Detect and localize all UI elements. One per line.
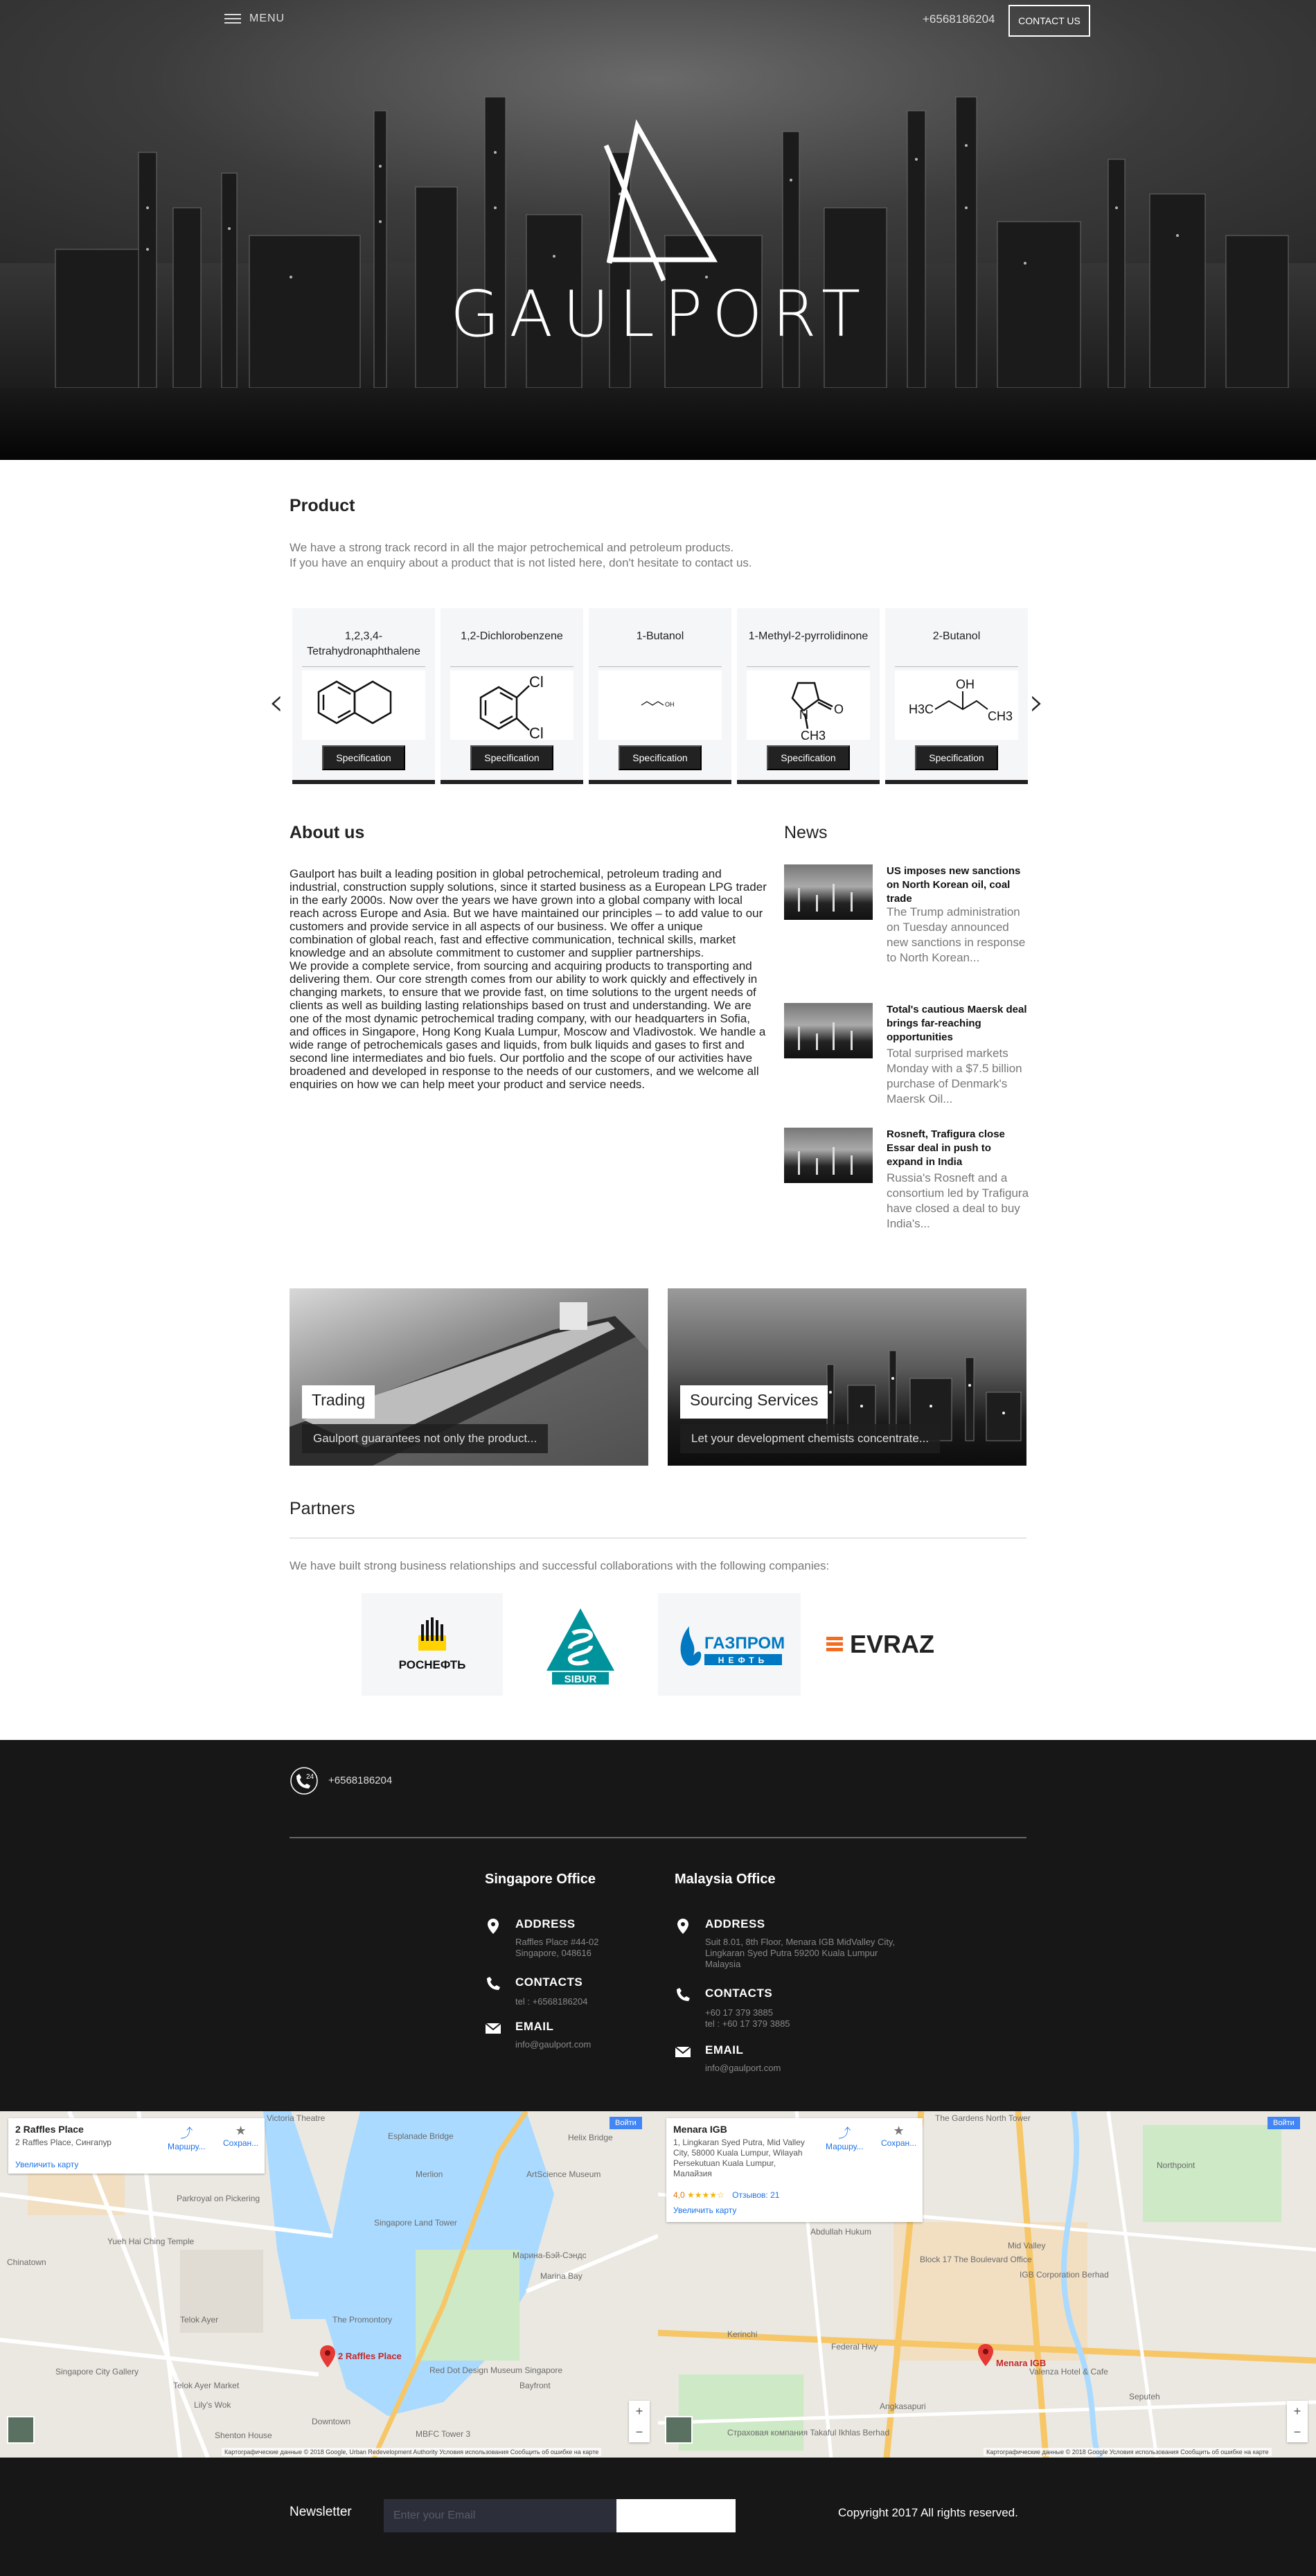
- methylpyrrolidinone-structure-icon: [747, 670, 870, 740]
- map-label: Victoria Theatre: [267, 2113, 326, 2123]
- specification-button[interactable]: Specification: [470, 745, 553, 770]
- newsletter-submit-button[interactable]: [616, 2499, 736, 2532]
- product-name: 1,2,3,4-Tetrahydronaphthalene: [307, 630, 420, 657]
- news-headline[interactable]: US imposes new sanctions on North Korean oil, coal trade: [887, 865, 1021, 905]
- map-label: Telok Ayer: [180, 2315, 219, 2325]
- about-title: About us: [290, 823, 365, 842]
- map-label: Bayfront: [519, 2381, 551, 2390]
- methyl-label: H3C: [909, 702, 934, 716]
- neft-wordmark: НЕФТЬ: [718, 1655, 769, 1665]
- menu-toggle[interactable]: [224, 12, 285, 25]
- map-label: Downtown: [312, 2417, 351, 2426]
- map-label: Lily's Wok: [194, 2400, 231, 2410]
- news-excerpt: Russia's Rosneft and a consortium led by Trafigura have closed a deal to buy India's...: [887, 1171, 1029, 1230]
- map-satellite-toggle[interactable]: [665, 2416, 693, 2444]
- map-label: Angkasapuri: [880, 2401, 926, 2411]
- zoom-in-button[interactable]: +: [1293, 2404, 1301, 2418]
- butanol-structure-icon: [598, 670, 722, 740]
- map-label: Chinatown: [7, 2257, 46, 2267]
- map-label: Northpoint: [1157, 2160, 1195, 2170]
- tile-caption: Gaulport guarantees not only the product...: [302, 1424, 548, 1453]
- address-line: Malaysia: [705, 1959, 741, 1969]
- chlorine-label: Cl: [529, 673, 544, 691]
- address-line: Suit 8.01, 8th Floor, Menara IGB MidValley City,: [705, 1937, 896, 1947]
- trading-tile[interactable]: [290, 1288, 648, 1466]
- save-label: Сохран...: [223, 2138, 259, 2148]
- contacts-line[interactable]: tel : +60 17 379 3885: [705, 2018, 790, 2029]
- map-label: Yueh Hai Ching Temple: [107, 2237, 195, 2246]
- partner-sibur[interactable]: [515, 1593, 646, 1696]
- footer-divider: [290, 1837, 1026, 1838]
- evraz-wordmark: EVRAZ: [849, 1630, 934, 1658]
- map-label: Block 17 The Boulevard Office: [920, 2255, 1032, 2264]
- map-label: MBFC Tower 3: [416, 2429, 471, 2439]
- map-label: Red Dot Design Museum Singapore: [429, 2365, 563, 2375]
- rosneft-logo: [399, 1617, 466, 1672]
- malaysia-office-title: Malaysia Office: [675, 1872, 776, 1887]
- map-place-address: 2 Raffles Place, Сингапур: [15, 2138, 112, 2147]
- gazprom-neft-logo: [674, 1617, 785, 1672]
- map-label: Seputeh: [1129, 2392, 1160, 2401]
- news-item[interactable]: [784, 1128, 1029, 1252]
- map-attribution: Картографические данные © 2018 Google Условия использования Сообщить об ошибке на карте: [984, 2448, 1272, 2456]
- map-label: Singapore Land Tower: [374, 2218, 457, 2228]
- footer: [0, 1740, 1316, 2113]
- rating-stars-icon: ★★★★☆: [687, 2190, 724, 2200]
- map-info-card: [8, 2118, 265, 2174]
- map-pin-label: 2 Raffles Place: [338, 2351, 402, 2361]
- news-thumbnail: [784, 1128, 873, 1183]
- map-label: The Gardens North Tower: [935, 2113, 1031, 2123]
- map-zoom-control[interactable]: [629, 2401, 650, 2442]
- news-headline[interactable]: Rosneft, Trafigura close Essar deal in push to expand in India: [887, 1128, 1005, 1168]
- star-icon: ★: [235, 2124, 247, 2138]
- directions-label: Маршру...: [168, 2142, 206, 2151]
- email-label: EMAIL: [515, 2020, 554, 2033]
- rosneft-emblem-icon: [417, 1617, 447, 1652]
- email-link[interactable]: info@gaulport.com: [515, 2039, 592, 2050]
- news-headline[interactable]: Total's cautious Maersk deal brings far-reaching opportunities: [887, 1004, 1027, 1043]
- product-name: 2-Butanol: [932, 630, 981, 642]
- location-pin-icon: [485, 1917, 501, 1934]
- sourcing-tile[interactable]: [668, 1288, 1026, 1466]
- zoom-in-button[interactable]: +: [635, 2404, 643, 2418]
- map-satellite-toggle[interactable]: [7, 2416, 35, 2444]
- email-label: EMAIL: [705, 2043, 744, 2057]
- contact-us-button[interactable]: CONTACT US: [1008, 5, 1090, 37]
- chlorine-label: Cl: [529, 725, 544, 740]
- specification-button[interactable]: Specification: [619, 745, 702, 770]
- phone-icon: [485, 1975, 501, 1992]
- address-line: Lingkaran Syed Putra 59200 Kuala Lumpur: [705, 1948, 878, 1958]
- header-phone-link[interactable]: +6568186204: [923, 12, 995, 26]
- map-label: Parkroyal on Pickering: [177, 2194, 260, 2203]
- envelope-icon: [485, 2020, 501, 2036]
- reviews-link[interactable]: Отзывов: 21: [732, 2190, 780, 2200]
- news-item[interactable]: [784, 1003, 1026, 1128]
- tile-label: Trading: [302, 1385, 375, 1419]
- newsletter-email-input[interactable]: [384, 2499, 616, 2532]
- map-label: Valenza Hotel & Cafe: [1029, 2367, 1108, 2377]
- hamburger-icon: [224, 14, 241, 24]
- enlarge-map-link[interactable]: Увеличить карту: [15, 2160, 79, 2169]
- hero: [0, 0, 1316, 460]
- map-label: Марина-Бэй-Сэндс: [513, 2250, 587, 2260]
- product-divider: [598, 666, 722, 667]
- brand-wordmark: GAULPORT: [450, 277, 871, 351]
- map-label: Telok Ayer Market: [173, 2381, 240, 2390]
- map-place-name: 2 Raffles Place: [15, 2124, 84, 2135]
- map-zoom-control[interactable]: [1287, 2401, 1308, 2442]
- save-label: Сохран...: [881, 2138, 917, 2148]
- evraz-emblem-icon: [825, 1635, 846, 1653]
- menu-label: MENU: [249, 12, 285, 24]
- partner-rosneft[interactable]: [362, 1593, 503, 1696]
- map-label: Shenton House: [215, 2431, 272, 2440]
- product-card: [292, 608, 435, 784]
- about-paragraph: Gaulport has built a leading position in global petrochemical, petroleum trading and industrial, construction supply solutions, since it started business as a European LPG trader in the early 2000s. Now over the years we have grown into a global company with local reach across Europe and Asia. But we have maintained our principles – to add value to our customers and provide service in all aspects of our business. We offer a unique combination of global reach, fast and effective communication, technical skills, market knowledge and an absolute commitment to customer and supplier partnerships.: [290, 867, 767, 959]
- directions-label: Маршру...: [826, 2142, 864, 2151]
- oxygen-label: O: [834, 702, 844, 716]
- product-name: 1,2-Dichlorobenzene: [461, 630, 563, 642]
- map-label: ArtScience Museum: [526, 2169, 601, 2179]
- map-label: Federal Hwy: [831, 2342, 878, 2352]
- map-label: Helix Bridge: [568, 2133, 613, 2142]
- product-card: [737, 608, 880, 784]
- specification-button[interactable]: Specification: [915, 745, 998, 770]
- specification-button[interactable]: Specification: [322, 745, 405, 770]
- product-divider: [747, 666, 870, 667]
- map-pin-label: Menara IGB: [996, 2358, 1047, 2368]
- news-excerpt: Total surprised markets Monday with a $7.5 billion purchase of Denmark's Maersk Oil...: [887, 1047, 1022, 1105]
- save-place-button[interactable]: [881, 2124, 916, 2148]
- about-paragraph: We provide a complete service, from sourcing and acquiring products to transporting and delivering them. Our core strength comes from our ability to work quickly and effectively in changing markets, to ensure that we provide fast, on time solutions to the urgent needs of clients as well as building lasting relationships based on trust and understanding. We are one of the most dynamic petrochemical trading company, with our headquarters in Sofia, and offices in Singapore, Hong Kong Kuala Lumpur, Moscow and Vladivostok. We handle a wide range of petrochemicals gases and liquids, from bulk liquids and gases to first and second line intermediates and bio fuels. Our portfolio and the scope of our activities have broadened and developed in response to the needs of our customers, and we welcome all enquiries on how we can help meet your product and service needs.: [290, 959, 766, 1091]
- directions-button[interactable]: [168, 2124, 205, 2151]
- footer-phone-link[interactable]: +6568186204: [328, 1775, 393, 1786]
- contacts-label: CONTACTS: [515, 1975, 583, 1989]
- product-intro-line1: We have a strong track record in all the major petrochemical and petroleum products.: [290, 541, 734, 554]
- methyl-label: CH3: [988, 709, 1013, 723]
- hydroxyl-label: OH: [956, 677, 975, 691]
- directions-icon: ⤴: [180, 2126, 193, 2140]
- contacts-line[interactable]: tel : +6568186204: [515, 1996, 588, 2007]
- butanol-2-structure-icon: [895, 670, 1018, 740]
- product-card: [885, 608, 1028, 784]
- sibur-wordmark: SIBUR: [564, 1673, 597, 1685]
- email-link[interactable]: info@gaulport.com: [705, 2063, 781, 2073]
- product-intro-line2: If you have an enquiry about a product that is not listed here, don't hesitate to contact us.: [290, 556, 752, 569]
- contacts-line[interactable]: +60 17 379 3885: [705, 2007, 773, 2018]
- product-card: [589, 608, 731, 784]
- news-thumbnail: [784, 1003, 873, 1058]
- map-pin-icon[interactable]: [978, 2344, 993, 2366]
- product-card: [441, 608, 583, 784]
- tetrahydronaphthalene-structure-icon: [302, 670, 425, 740]
- specification-button[interactable]: Specification: [767, 745, 850, 770]
- singapore-map[interactable]: [0, 2111, 658, 2458]
- nitrogen-label: N: [799, 708, 808, 722]
- product-name: 1-Methyl-2-pyrrolidinone: [748, 630, 869, 642]
- map-label: Страховая компания Takaful Ikhlas Berhad: [727, 2428, 890, 2437]
- partners-intro: We have built strong business relationships and successful collaborations with the following companies:: [290, 1559, 830, 1572]
- address-label: ADDRESS: [705, 1917, 765, 1930]
- 24h-phone-icon: [290, 1766, 319, 1795]
- zoom-out-button[interactable]: −: [1293, 2425, 1301, 2439]
- news-thumbnail: [784, 864, 873, 920]
- sibur-logo: [542, 1603, 619, 1686]
- copyright: Copyright 2017 All rights reserved.: [838, 2506, 1018, 2519]
- map-label: IGB Corporation Berhad: [1020, 2270, 1109, 2280]
- map-label: The Promontory: [332, 2315, 393, 2325]
- directions-button[interactable]: [826, 2124, 863, 2151]
- map-info-card: [666, 2118, 923, 2222]
- map-label: Kerinchi: [727, 2329, 758, 2339]
- hero-ground: [0, 388, 1316, 460]
- map-login-button[interactable]: Войти: [1268, 2117, 1300, 2129]
- directions-icon: ⤴: [838, 2126, 851, 2140]
- news-excerpt: The Trump administration on Tuesday announced new sanctions in response to North Korean...: [887, 905, 1026, 964]
- map-place-address: 1, Lingkaran Syed Putra, Mid Valley City, 58000 Kuala Lumpur, Wilayah Persekutuan Kuala Lumpur, Малайзия: [673, 2138, 805, 2178]
- map-label: Esplanade Bridge: [388, 2131, 454, 2141]
- tile-label: Sourcing Services: [680, 1385, 828, 1419]
- carousel-prev-icon[interactable]: ‹: [269, 680, 284, 724]
- gazprom-wordmark: ГАЗПРОМ: [704, 1634, 785, 1653]
- envelope-icon: [675, 2043, 691, 2060]
- address-line: Raffles Place #44-02: [515, 1937, 599, 1947]
- rating-value: 4,0: [673, 2190, 685, 2200]
- product-divider: [895, 666, 1018, 667]
- address-label: ADDRESS: [515, 1917, 576, 1930]
- newsletter-label: Newsletter: [290, 2505, 352, 2519]
- map-pin-icon[interactable]: [320, 2345, 335, 2368]
- rosneft-wordmark: РОСНЕФТЬ: [398, 1658, 466, 1671]
- map-label: Marina Bay: [540, 2271, 583, 2281]
- product-divider: [450, 666, 573, 667]
- phone-icon: [675, 1987, 691, 2003]
- news-item[interactable]: [784, 864, 1026, 989]
- carousel-next-icon[interactable]: ›: [1029, 680, 1044, 724]
- partner-evraz[interactable]: [810, 1593, 949, 1696]
- address-line: Singapore, 048616: [515, 1948, 592, 1958]
- map-label: Mid Valley: [1008, 2241, 1046, 2250]
- phone-badge-label: 24: [306, 1773, 314, 1781]
- map-attribution: Картографические данные © 2018 Google, Urban Redevelopment Authority Условия использования Сообщить об ошибке на карте: [222, 2448, 601, 2456]
- tile-caption: Let your development chemists concentrate...: [680, 1424, 940, 1453]
- map-label: Singapore City Gallery: [55, 2367, 139, 2377]
- about-text: [290, 867, 767, 1091]
- map-rating: [673, 2190, 779, 2200]
- bottom-bar: [0, 2458, 1316, 2576]
- map-label: Abdullah Hukum: [810, 2227, 872, 2237]
- product-intro: [290, 540, 1026, 571]
- dichlorobenzene-structure-icon: [450, 670, 573, 740]
- news-title: News: [784, 823, 828, 842]
- product-title: Product: [290, 496, 355, 515]
- singapore-office-title: Singapore Office: [485, 1872, 596, 1887]
- partner-gazprom-neft[interactable]: [658, 1593, 801, 1696]
- save-place-button[interactable]: [223, 2124, 258, 2148]
- location-pin-icon: [675, 1917, 691, 1934]
- contacts-label: CONTACTS: [705, 1987, 773, 2000]
- zoom-out-button[interactable]: −: [635, 2425, 643, 2439]
- kuala-lumpur-map[interactable]: [658, 2111, 1316, 2458]
- hydroxyl-label: OH: [665, 701, 675, 708]
- map-place-name: Menara IGB: [673, 2124, 727, 2135]
- product-divider: [302, 666, 425, 667]
- partners-title: Partners: [290, 1499, 355, 1518]
- enlarge-map-link[interactable]: Увеличить карту: [673, 2205, 737, 2215]
- map-login-button[interactable]: Войти: [610, 2117, 642, 2129]
- star-icon: ★: [893, 2124, 905, 2138]
- product-name: 1-Butanol: [636, 630, 684, 642]
- methyl-label: CH3: [801, 729, 826, 740]
- map-label: Merlion: [416, 2169, 443, 2179]
